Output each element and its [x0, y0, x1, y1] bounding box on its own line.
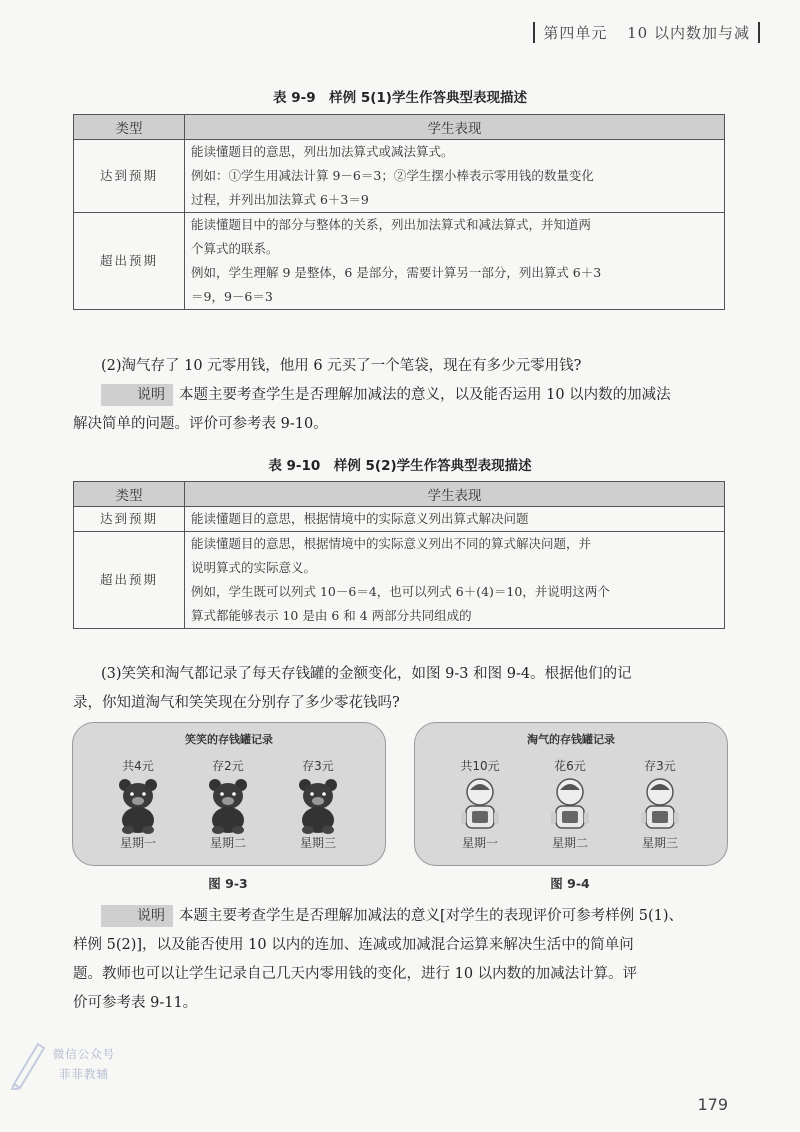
- table2-col-performance: 学生表现: [185, 482, 725, 507]
- robot-piggybank-2: [535, 757, 605, 851]
- note-2: [73, 902, 728, 1018]
- desc-line: 能读懂题目中的部分与整体的关系，列出加法算式和减法算式，并知道两: [191, 217, 592, 232]
- figure-9-3: [72, 722, 386, 866]
- day-label: 星期二: [209, 836, 246, 850]
- day-label: 星期一: [119, 836, 156, 850]
- desc-line: 过程，并列出加法算式 6＋3＝9: [191, 192, 369, 207]
- figure-9-4: [414, 722, 728, 866]
- question-line: 录，你知道淘气和笑笑现在分别存了多少零花钱吗?: [73, 695, 400, 711]
- page-number: 179: [697, 1095, 728, 1114]
- note-line: 本题主要考查学生是否理解加减法的意义，以及能否运用 10 以内数的加减法: [179, 387, 671, 403]
- note-line: 题。教师也可以让学生记录自己几天内零用钱的变化，进行 10 以内数的加减法计算。评: [73, 966, 638, 982]
- table2-row2-desc: [185, 532, 725, 629]
- robot-icon: [548, 776, 592, 834]
- note-tag: 说明: [101, 384, 173, 406]
- table1-row1-type: 达到预期: [74, 140, 185, 213]
- table1-col-type: 类型: [74, 115, 185, 140]
- robot-icon: [458, 776, 502, 834]
- figure2-caption: 图 9-4: [550, 876, 590, 891]
- bear-icon: [206, 776, 250, 834]
- table-row: [74, 140, 725, 213]
- desc-line: 能读懂题目的意思，根据情境中的实际意义列出算式解决问题: [191, 511, 529, 526]
- chapter-topic: 10 以内数加与减: [627, 24, 750, 42]
- desc-line: 算式都能够表示 10 是由 6 和 4 两部分共同组成的: [191, 608, 472, 623]
- desc-line: 说明算式的实际意义。: [191, 560, 317, 575]
- table2-row1-type: 达到预期: [74, 507, 185, 532]
- table-row: [74, 507, 725, 532]
- amount-label: 存2元: [212, 759, 244, 773]
- amount-label: 存3元: [644, 759, 676, 773]
- watermark: [8, 1038, 118, 1098]
- robot-icon: [638, 776, 682, 834]
- note-tag: 说明: [101, 905, 173, 927]
- note-1: [73, 381, 728, 439]
- table1-row1-desc: [185, 140, 725, 213]
- bear-piggybank-1: [103, 757, 173, 851]
- bear-icon: [296, 776, 340, 834]
- desc-line: 例如：①学生用减法计算 9－6＝3；②学生摆小棒表示零用钱的数量变化: [191, 168, 594, 183]
- watermark-line-1: 微信公众号: [52, 1047, 116, 1061]
- figure1-caption: 图 9-3: [208, 876, 248, 891]
- question-2: (2)淘气存了 10 元零用钱，他用 6 元买了一个笔袋，现在有多少元零用钱?: [101, 358, 582, 374]
- table1: [73, 114, 725, 310]
- bear-icon: [116, 776, 160, 834]
- day-label: 星期三: [641, 836, 678, 850]
- amount-label: 共4元: [122, 759, 154, 773]
- bear-piggybank-2: [193, 757, 263, 851]
- note-line: 样例 5(2)]，以及能否使用 10 以内的连加、连减或加减混合运算来解决生活中的简单问: [73, 937, 634, 953]
- table2-caption: 表 9-10 样例 5(2)学生作答典型表现描述: [268, 458, 532, 474]
- desc-line: 例如，学生理解 9 是整体，6 是部分，需要计算另一部分，列出算式 6＋3: [191, 265, 602, 280]
- table1-caption: 表 9-9 样例 5(1)学生作答典型表现描述: [273, 90, 527, 106]
- table1-header-row: [74, 115, 725, 140]
- question-line: (3)笑笑和淘气都记录了每天存钱罐的金额变化，如图 9-3 和图 9-4。根据他们的记: [101, 666, 632, 682]
- figure2-title: 淘气的存钱罐记录: [527, 733, 615, 746]
- desc-line: ＝9，9－6＝3: [191, 289, 273, 304]
- bear-piggybank-3: [283, 757, 353, 851]
- pencil-icon: [8, 1038, 48, 1090]
- day-label: 星期一: [461, 836, 498, 850]
- chapter-label: 第四单元: [543, 24, 608, 42]
- amount-label: 花6元: [554, 759, 586, 773]
- table2: [73, 481, 725, 629]
- table2-row2-type: 超出预期: [74, 532, 185, 629]
- amount-label: 存3元: [302, 759, 334, 773]
- robot-piggybank-1: [445, 757, 515, 851]
- day-label: 星期二: [551, 836, 588, 850]
- desc-line: 能读懂题目的意思，列出加法算式或减法算式。: [191, 144, 454, 159]
- note-line: 价可参考表 9-11。: [73, 995, 198, 1011]
- table2-col-type: 类型: [74, 482, 185, 507]
- table-row: [74, 213, 725, 310]
- desc-line: 能读懂题目的意思，根据情境中的实际意义列出不同的算式解决问题，并: [191, 536, 592, 551]
- table2-row1-desc: [185, 507, 725, 532]
- table1-row2-type: 超出预期: [74, 213, 185, 310]
- note-line: 解决简单的问题。评价可参考表 9-10。: [73, 416, 328, 432]
- watermark-line-2: 菲菲教辅: [59, 1067, 109, 1081]
- question-3: [73, 660, 728, 718]
- robot-piggybank-3: [625, 757, 695, 851]
- desc-line: 个算式的联系。: [191, 241, 279, 256]
- figure1-title: 笑笑的存钱罐记录: [185, 733, 273, 746]
- day-label: 星期三: [299, 836, 336, 850]
- table-row: [74, 532, 725, 629]
- table1-row2-desc: [185, 213, 725, 310]
- note-line: 本题主要考查学生是否理解加减法的意义[对学生的表现评价可参考样例 5(1)、: [179, 908, 684, 924]
- running-header: [533, 22, 760, 43]
- amount-label: 共10元: [460, 759, 500, 773]
- desc-line: 例如，学生既可以列式 10－6＝4，也可以列式 6＋(4)＝10，并说明这两个: [191, 584, 610, 599]
- table1-col-performance: 学生表现: [185, 115, 725, 140]
- table2-header-row: [74, 482, 725, 507]
